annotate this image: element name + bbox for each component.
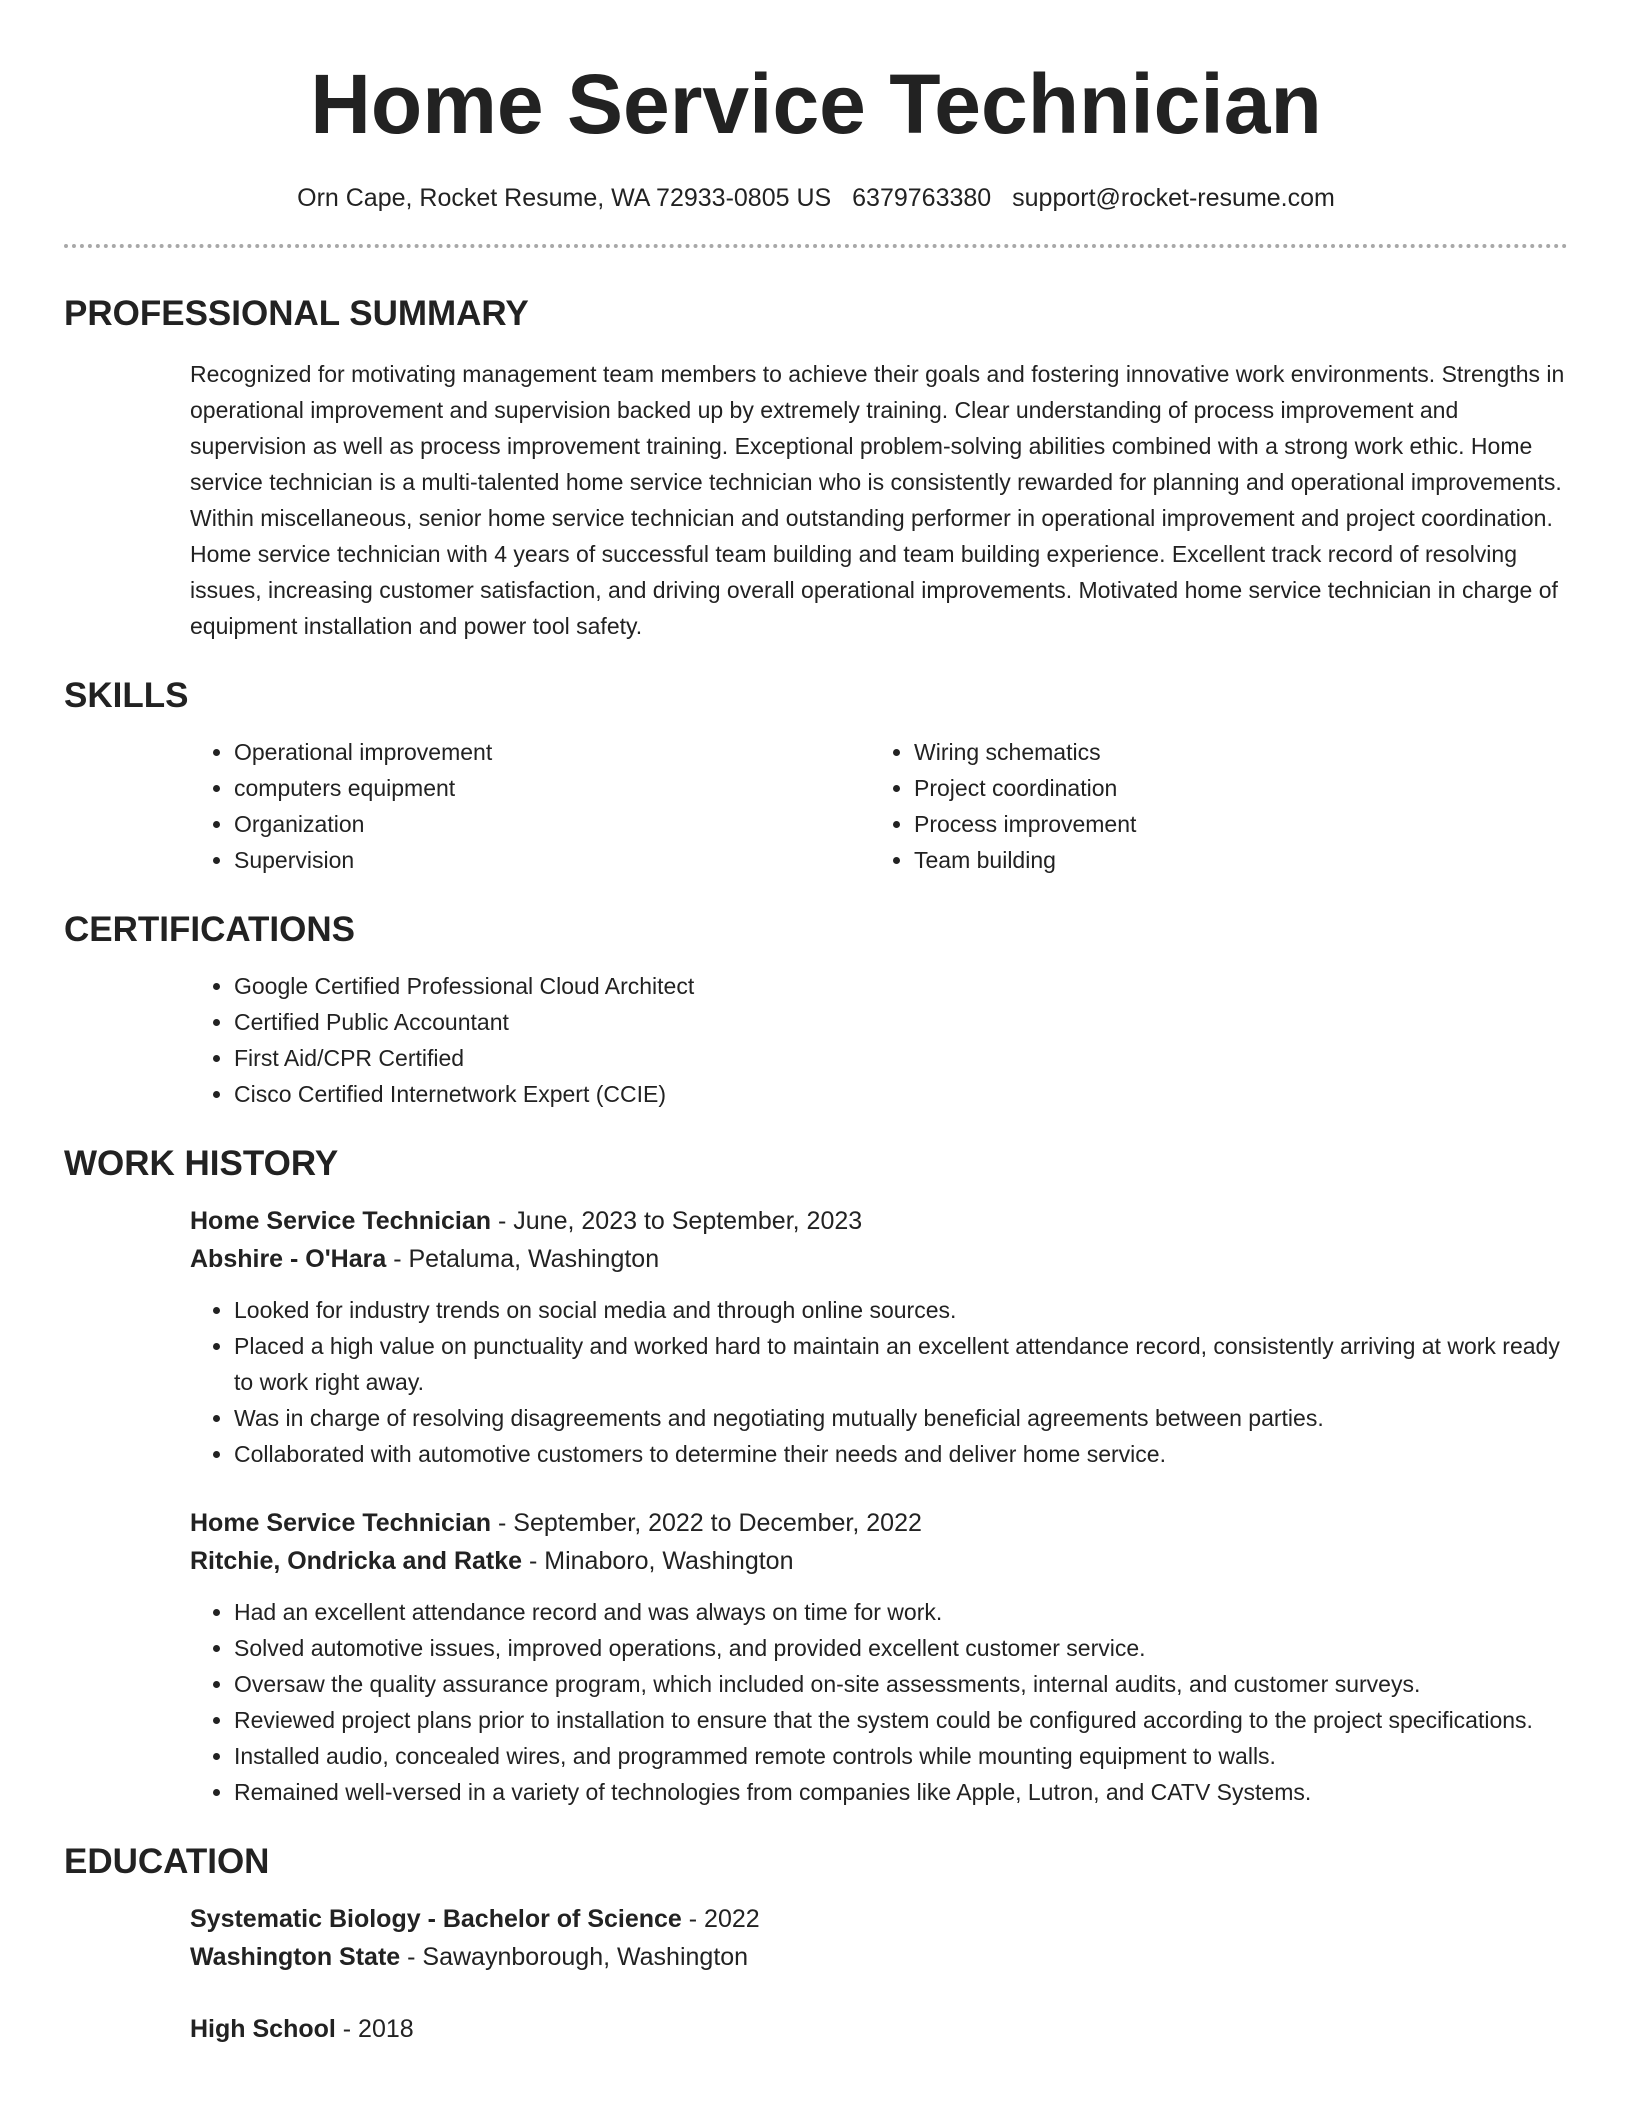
job-role: Home Service Technician	[190, 1509, 492, 1537]
skill-item: • Project coordination	[914, 770, 1568, 806]
job-company: Ritchie, Ondricka and Ratke	[190, 1547, 523, 1575]
job-bullet: • Oversaw the quality assurance program, which included on-site assessments, internal audits, and customer surveys.	[234, 1666, 1568, 1702]
skill-item: • Process improvement	[914, 806, 1568, 842]
education-degree-line	[190, 2010, 1568, 2048]
job-role: Home Service Technician	[190, 1207, 492, 1235]
education-year: - 2018	[335, 2015, 414, 2043]
education-entry	[190, 1900, 1568, 1976]
work-history-section	[64, 1142, 1568, 1810]
section-title-summary: PROFESSIONAL SUMMARY	[64, 294, 529, 333]
skills-section	[64, 674, 1568, 878]
summary-text: Recognized for motivating management team members to achieve their goals and fostering innovative work environments. Strengths in operational improvement and supervision backed up by extremely training. Clear understanding of process improvement and supervision as well as process improvement training. Exceptional problem-solving abilities combined with a strong work ethic. Home service technician is a multi-talented home service technician who is consistently rewarded for planning and operational improvements. Within miscellaneous, senior home service technician and outstanding performer in operational improvement and project coordination. Home service technician with 4 years of successful team building and team building experience. Excellent track record of resolving issues, increasing customer satisfaction, and driving overall operational improvements. Motivated home service technician in charge of equipment installation and power tool safety.	[190, 361, 1565, 639]
job-bullet: • Was in charge of resolving disagreements and negotiating mutually beneficial agreements between parties.	[234, 1400, 1568, 1436]
job-bullets	[190, 1594, 1568, 1810]
job-dates: - June, 2023 to September, 2023	[491, 1207, 863, 1235]
job-dates: - September, 2022 to December, 2022	[491, 1509, 922, 1537]
education-school-line	[190, 1938, 1568, 1976]
job-bullet: • Collaborated with automotive customers to determine their needs and deliver home service.	[234, 1436, 1568, 1472]
certifications-body	[190, 968, 1568, 1112]
job-location: - Minaboro, Washington	[522, 1547, 794, 1575]
education-body	[190, 1900, 1568, 2048]
certification-item: • Cisco Certified Internetwork Expert (CCIE)	[234, 1076, 1568, 1112]
education-year: - 2022	[681, 1905, 760, 1933]
job-bullet: • Remained well-versed in a variety of technologies from companies like Apple, Lutron, and CATV Systems.	[234, 1774, 1568, 1810]
job-title-line	[190, 1202, 1568, 1240]
section-title-certifications: CERTIFICATIONS	[64, 910, 356, 949]
section-title-skills: SKILLS	[64, 676, 189, 715]
work-history-body	[190, 1202, 1568, 1810]
professional-summary-section	[64, 292, 1568, 644]
certification-item: • First Aid/CPR Certified	[234, 1040, 1568, 1076]
certifications-list	[190, 968, 1568, 1112]
education-degree-line	[190, 1900, 1568, 1938]
header-divider	[64, 244, 1568, 248]
resume-name: Home Service Technician	[310, 57, 1322, 151]
education-location: - Sawaynborough, Washington	[400, 1943, 749, 1971]
job-entry	[190, 1504, 1568, 1810]
contact-address: Orn Cape, Rocket Resume, WA 72933-0805 US	[297, 184, 832, 212]
job-company: Abshire - O'Hara	[190, 1245, 387, 1273]
skills-list-right	[870, 734, 1568, 878]
summary-body	[190, 356, 1568, 644]
skill-item: • Wiring schematics	[914, 734, 1568, 770]
job-location: - Petaluma, Washington	[386, 1245, 660, 1273]
job-company-line	[190, 1240, 1568, 1278]
skills-grid	[190, 734, 1568, 878]
job-bullet: • Solved automotive issues, improved operations, and provided excellent customer service.	[234, 1630, 1568, 1666]
education-degree: High School	[190, 2015, 336, 2043]
education-section	[64, 1840, 1568, 2048]
education-school: Washington State	[190, 1943, 401, 1971]
skill-item: • Operational improvement	[234, 734, 870, 770]
job-bullet: • Had an excellent attendance record and was always on time for work.	[234, 1594, 1568, 1630]
certifications-section	[64, 908, 1568, 1112]
job-bullet: • Installed audio, concealed wires, and programmed remote controls while mounting equipment to walls.	[234, 1738, 1568, 1774]
certification-item: • Certified Public Accountant	[234, 1004, 1568, 1040]
job-bullet: • Looked for industry trends on social media and through online sources.	[234, 1292, 1568, 1328]
education-degree: Systematic Biology - Bachelor of Science	[190, 1905, 682, 1933]
skills-list-left	[190, 734, 870, 878]
job-bullets	[190, 1292, 1568, 1472]
section-title-education: EDUCATION	[64, 1842, 270, 1881]
skill-item: • Organization	[234, 806, 870, 842]
contact-email: support@rocket-resume.com	[1012, 184, 1335, 212]
job-entry	[190, 1202, 1568, 1472]
skill-item: • computers equipment	[234, 770, 870, 806]
contact-line	[64, 182, 1568, 214]
contact-phone: 6379763380	[852, 184, 992, 212]
skill-item: • Supervision	[234, 842, 870, 878]
job-bullet: • Placed a high value on punctuality and worked hard to maintain an excellent attendance record, consistently arriving at work ready to work right away.	[234, 1328, 1568, 1400]
skill-item: • Team building	[914, 842, 1568, 878]
education-entry	[190, 2010, 1568, 2048]
job-title-line	[190, 1504, 1568, 1542]
section-title-work-history: WORK HISTORY	[64, 1144, 339, 1183]
certification-item: • Google Certified Professional Cloud Architect	[234, 968, 1568, 1004]
job-company-line	[190, 1542, 1568, 1580]
job-bullet: • Reviewed project plans prior to installation to ensure that the system could be configured according to the project specifications.	[234, 1702, 1568, 1738]
